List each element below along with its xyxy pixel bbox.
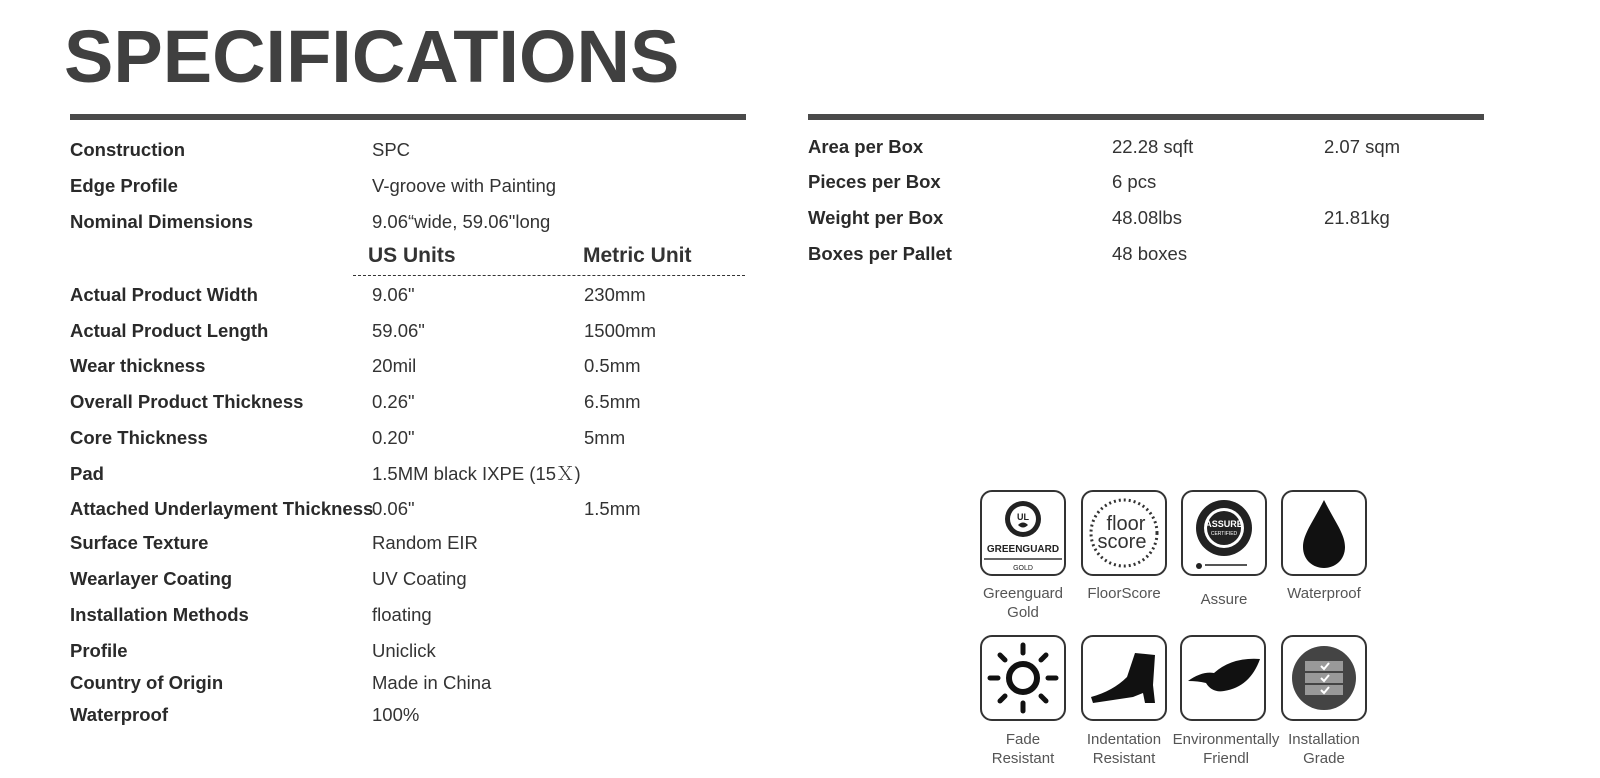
units-dashed-divider bbox=[353, 275, 745, 276]
high-heel-boot-icon bbox=[1083, 637, 1165, 719]
greenguard-logo-icon bbox=[982, 492, 1064, 574]
water-drop-icon bbox=[1283, 492, 1365, 574]
floorscore-badge bbox=[1081, 490, 1167, 576]
spec-label: Pieces per Box bbox=[808, 171, 941, 192]
spec-us-value: 0.26" bbox=[372, 391, 415, 412]
installation-grade-badge bbox=[1281, 635, 1367, 721]
spec-metric-value: 1.5mm bbox=[584, 498, 641, 519]
assure-caption: Assure bbox=[1200, 591, 1248, 608]
spec-us-value: Made in China bbox=[372, 672, 492, 693]
right-divider bbox=[808, 114, 1484, 120]
spec-label: Attached Underlayment Thickness bbox=[70, 498, 374, 519]
spec-us-value: 0.06" bbox=[372, 498, 415, 519]
spec-label: Actual Product Length bbox=[70, 320, 269, 341]
spec-label: Profile bbox=[70, 640, 128, 661]
spec-us-value: 20mil bbox=[372, 355, 417, 376]
fade-resistant-caption: Fade Resistant bbox=[991, 731, 1055, 767]
environmentally-friendly-badge bbox=[1180, 635, 1266, 721]
spec-value: 48 boxes bbox=[1112, 243, 1188, 264]
spec-us-value: 1.5MM black IXPE (15Ｘ) bbox=[372, 463, 581, 484]
indentation-resistant-caption: Indentation Resistant bbox=[1086, 731, 1162, 767]
spec-metric-value: 1500mm bbox=[584, 320, 656, 341]
spec-us-value: Uniclick bbox=[372, 640, 436, 661]
page-title: SPECIFICATIONS bbox=[64, 15, 680, 98]
spec-metric-value: 5mm bbox=[584, 427, 626, 448]
installation-grade-caption: Installation Grade bbox=[1288, 731, 1360, 767]
spec-us-value: floating bbox=[372, 604, 432, 625]
svg-text:score: score bbox=[1097, 531, 1147, 553]
spec-label: Country of Origin bbox=[70, 672, 224, 693]
spec-metric-value: 0.5mm bbox=[584, 355, 641, 376]
waterproof-badge bbox=[1281, 490, 1367, 576]
spec-value: 48.08lbs bbox=[1112, 207, 1182, 228]
spec-label: Overall Product Thickness bbox=[70, 391, 304, 412]
spec-label: Boxes per Pallet bbox=[808, 243, 952, 264]
spec-label: Wearlayer Coating bbox=[70, 568, 233, 589]
spec-us-value: 0.20" bbox=[372, 427, 415, 448]
greenguard-caption: Greenguard Gold bbox=[982, 585, 1064, 621]
svg-text:CERTIFIED: CERTIFIED bbox=[1210, 531, 1238, 537]
spec-label: Edge Profile bbox=[70, 175, 178, 196]
floorscore-caption: FloorScore bbox=[1087, 585, 1161, 602]
left-divider bbox=[70, 114, 746, 120]
greenguard-badge bbox=[980, 490, 1066, 576]
spec-label: Construction bbox=[70, 139, 186, 160]
spec-us-value: Random EIR bbox=[372, 532, 478, 553]
spec-label: Weight per Box bbox=[808, 207, 944, 228]
svg-text:GREENGUARD: GREENGUARD bbox=[986, 544, 1060, 555]
spec-label: Actual Product Width bbox=[70, 284, 258, 305]
spec-label: Waterproof bbox=[70, 704, 168, 725]
spec-label: Area per Box bbox=[808, 136, 924, 157]
spec-us-value: UV Coating bbox=[372, 568, 467, 589]
grade-checklist-icon bbox=[1283, 637, 1365, 719]
svg-text:floor: floor bbox=[1106, 513, 1146, 535]
spec-us-value: 59.06" bbox=[372, 320, 425, 341]
spec-value: V-groove with Painting bbox=[372, 175, 557, 196]
spec-value-metric: 2.07 sqm bbox=[1324, 136, 1401, 157]
spec-us-value: 100% bbox=[372, 704, 420, 725]
svg-text:UL: UL bbox=[1017, 512, 1029, 522]
spec-value: 6 pcs bbox=[1112, 171, 1157, 192]
svg-text:ASSURE: ASSURE bbox=[1205, 519, 1243, 529]
spec-metric-value: 6.5mm bbox=[584, 391, 641, 412]
environmentally-friendly-caption: Environmentally Friendl bbox=[1172, 731, 1280, 767]
spec-label: Nominal Dimensions bbox=[70, 211, 253, 232]
fade-resistant-badge bbox=[980, 635, 1066, 721]
spec-label: Surface Texture bbox=[70, 532, 209, 553]
spec-value: 9.06“wide, 59.06"long bbox=[372, 211, 551, 232]
spec-value: SPC bbox=[372, 139, 411, 160]
leaf-icon bbox=[1182, 637, 1264, 719]
spec-us-value: 9.06" bbox=[372, 284, 415, 305]
indentation-resistant-badge bbox=[1081, 635, 1167, 721]
spec-value-metric: 21.81kg bbox=[1324, 207, 1390, 228]
us-units-header: US Units bbox=[368, 244, 456, 267]
sun-icon bbox=[982, 637, 1064, 719]
spec-label: Installation Methods bbox=[70, 604, 249, 625]
svg-text:GOLD: GOLD bbox=[1013, 565, 1033, 572]
assure-badge bbox=[1181, 490, 1267, 576]
spec-label: Wear thickness bbox=[70, 355, 206, 376]
spec-label: Core Thickness bbox=[70, 427, 208, 448]
metric-unit-header: Metric Unit bbox=[583, 244, 692, 267]
spec-value: 22.28 sqft bbox=[1112, 136, 1194, 157]
waterproof-caption: Waterproof bbox=[1287, 585, 1361, 602]
assure-logo-icon bbox=[1183, 492, 1265, 574]
spec-label: Pad bbox=[70, 463, 104, 484]
floorscore-logo-icon bbox=[1083, 492, 1165, 574]
spec-metric-value: 230mm bbox=[584, 284, 646, 305]
